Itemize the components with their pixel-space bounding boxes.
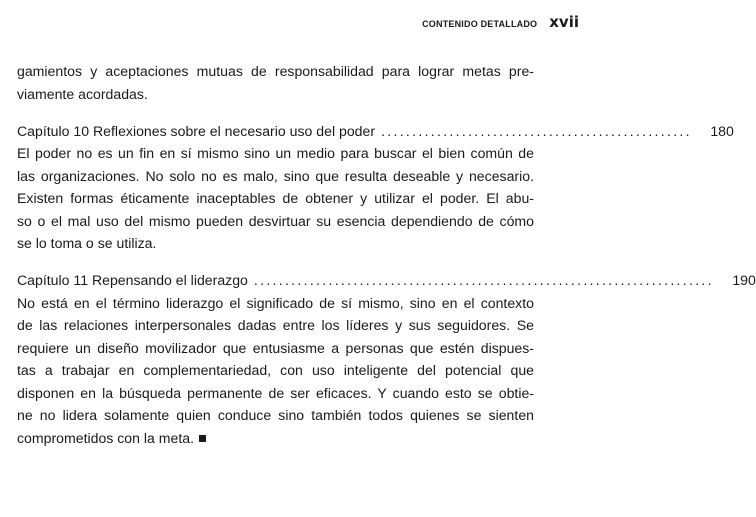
final-text: comprometidos con la meta. (17, 429, 195, 446)
continuation-paragraph (17, 60, 534, 105)
text-line: gamientos y aceptaciones mutuas de responsabilidad para lograr metas pre- (17, 63, 534, 79)
text-line: las organizaciones. No solo no es malo, sino que resulta deseable y necesario. (17, 167, 534, 184)
chapter-page-number: 190 (732, 272, 756, 288)
chapter-page-number: 180 (710, 122, 734, 139)
toc-content (17, 60, 756, 449)
chapter-heading (17, 120, 734, 143)
chapter-title: Capítulo 10 Reflexiones sobre el necesario uso del poder (17, 122, 376, 139)
running-title: CONTENIDO DETALLADO (422, 19, 538, 29)
chapter-entry-11 (17, 269, 756, 449)
text-line: so o el mal uso del mismo pueden desvirtuar su esencia dependiendo de cómo (17, 212, 534, 229)
chapter-heading (17, 269, 756, 292)
running-head (422, 13, 579, 31)
text-line: disponen en la búsqueda permanente de ser eficaces. Y cuando esto se obtie- (17, 384, 534, 401)
text-line: de las relaciones interpersonales dadas entre los líderes y sus seguidores. Se (17, 317, 534, 333)
text-line: ne no lidera solamente quien conduce sino también todos quienes se sienten (17, 407, 534, 423)
dot-leader: .................................................. (381, 122, 692, 139)
text-line: se lo toma o se utiliza. (17, 235, 157, 251)
chapter-title: Capítulo 11 Repensando el liderazgo (17, 272, 248, 288)
chapter-entry-10 (17, 120, 734, 255)
text-line: requiere un diseño movilizador que entusiasme a personas que estén dispues- (17, 339, 534, 356)
end-square-icon (199, 435, 206, 442)
text-line: Existen formas éticamente inaceptables de obtener y utilizar el poder. El abu- (17, 190, 534, 206)
dot-leader: .......................................................................... (253, 272, 714, 288)
text-line: El poder no es un fin en sí mismo sino un medio para buscar el bien común de (17, 145, 534, 161)
text-line: No está en el término liderazgo el significado de sí mismo, sino en el contexto (17, 294, 534, 311)
page-number: xvii (549, 13, 579, 31)
text-line: viamente acordadas. (17, 85, 148, 102)
text-line: tas a trabajar en complementariedad, con uso inteligente del potencial que (17, 362, 534, 378)
text-line (17, 427, 534, 450)
